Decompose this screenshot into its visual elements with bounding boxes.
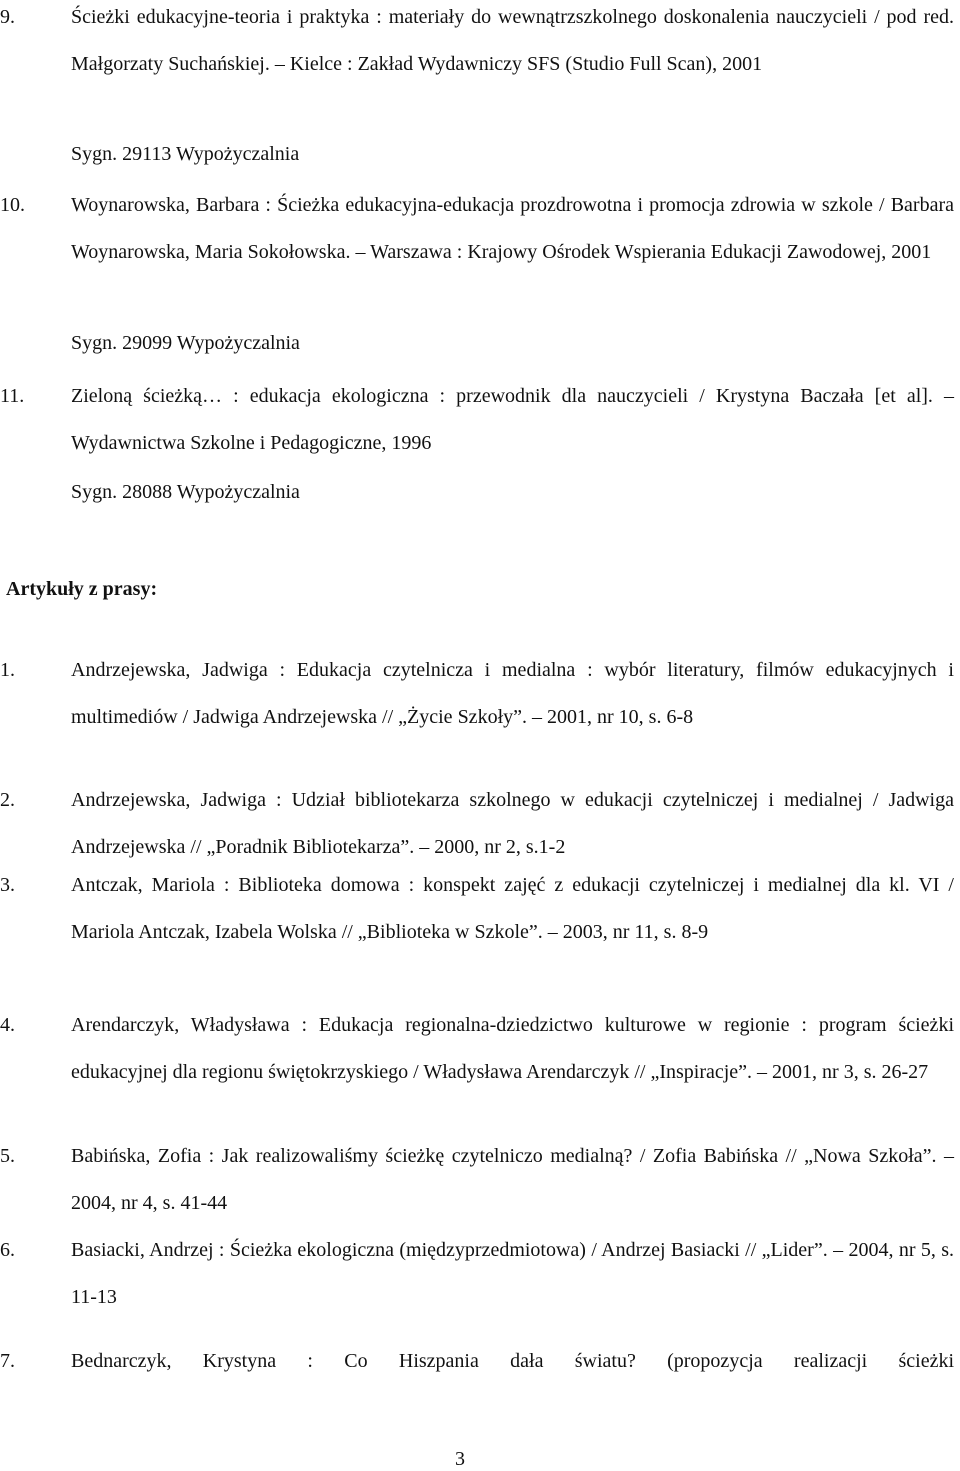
- entry-number: 5.: [0, 1145, 15, 1167]
- article-entry-7: [0, 1338, 954, 1385]
- entry-text: Arendarczyk, Władysława : Edukacja regionalna-dziedzictwo kulturowe w regionie : program ścieżki edukacyjnej dla regionu świętokrzyskiego / Władysława Arendarczyk // „Inspiracje”. – 2001, nr 3, s. 26-27: [71, 1014, 954, 1083]
- section-heading: Artykuły z prasy:: [6, 578, 158, 600]
- entry-text: Zieloną ścieżką… : edukacja ekologiczna : przewodnik dla nauczycieli / Krystyna Baczała [et al]. – Wydawnictwa Szkolne i Pedagogiczne, 1996: [71, 385, 954, 454]
- book-entry-9: [0, 0, 954, 88]
- page-number: 3: [455, 1448, 465, 1470]
- entry-text: Antczak, Mariola : Biblioteka domowa : konspekt zajęć z edukacji czytelniczej i medialnej dla kl. VI / Mariola Antczak, Izabela Wolska // „Biblioteka w Szkole”. – 2003, nr 11, s. 8-9: [71, 874, 954, 943]
- entry-text: Basiacki, Andrzej : Ścieżka ekologiczna (międzyprzedmiotowa) / Andrzej Basiacki // „Lider”. – 2004, nr 5, s. 11-13: [71, 1239, 954, 1308]
- article-entry-2: [0, 777, 954, 871]
- entry-number: 3.: [0, 874, 15, 896]
- entry-number: 6.: [0, 1239, 15, 1261]
- entry-text: Andrzejewska, Jadwiga : Udział bibliotekarza szkolnego w edukacji czytelniczej i medialnej / Jadwiga Andrzejewska // „Poradnik Bibliotekarza”. – 2000, nr 2, s.1-2: [71, 789, 954, 858]
- book-entry-10: [0, 182, 954, 276]
- entry-number: 1.: [0, 659, 15, 681]
- entry-text: Woynarowska, Barbara : Ścieżka edukacyjna-edukacja prozdrowotna i promocja zdrowia w szkole / Barbara Woynarowska, Maria Sokołowska. – Warszawa : Krajowy Ośrodek Wspierania Edukacji Zawodowej, 2001: [71, 194, 954, 263]
- entry-number: 11.: [0, 385, 25, 407]
- signature-line: Sygn. 29113 Wypożyczalnia: [71, 143, 300, 165]
- signature-line: Sygn. 28088 Wypożyczalnia: [71, 481, 300, 503]
- article-entry-4: [0, 1002, 954, 1096]
- entry-number: 9.: [0, 6, 15, 28]
- book-entry-11: [0, 373, 954, 467]
- article-entry-6: [0, 1227, 954, 1321]
- entry-number: 7.: [0, 1350, 15, 1372]
- entry-text: Bednarczyk, Krystyna : Co Hiszpania dała światu? (propozycja realizacji ścieżki: [71, 1350, 954, 1372]
- article-entry-1: [0, 647, 954, 741]
- article-entry-3: [0, 862, 954, 956]
- entry-number: 10.: [0, 194, 25, 216]
- signature-line: Sygn. 29099 Wypożyczalnia: [71, 332, 300, 354]
- entry-text: Ścieżki edukacyjne-teoria i praktyka : materiały do wewnątrzszkolnego doskonalenia nauczycieli / pod red. Małgorzaty Suchańskiej. – Kielce : Zakład Wydawniczy SFS (Studio Full Scan), 2001: [71, 6, 954, 75]
- entry-text: Babińska, Zofia : Jak realizowaliśmy ścieżkę czytelniczo medialną? / Zofia Babińska // „Nowa Szkoła”. – 2004, nr 4, s. 41-44: [71, 1145, 954, 1214]
- entry-number: 2.: [0, 789, 15, 811]
- entry-number: 4.: [0, 1014, 15, 1036]
- article-entry-5: [0, 1133, 954, 1227]
- entry-text: Andrzejewska, Jadwiga : Edukacja czytelnicza i medialna : wybór literatury, filmów edukacyjnych i multimediów / Jadwiga Andrzejewska // „Życie Szkoły”. – 2001, nr 10, s. 6-8: [71, 659, 954, 728]
